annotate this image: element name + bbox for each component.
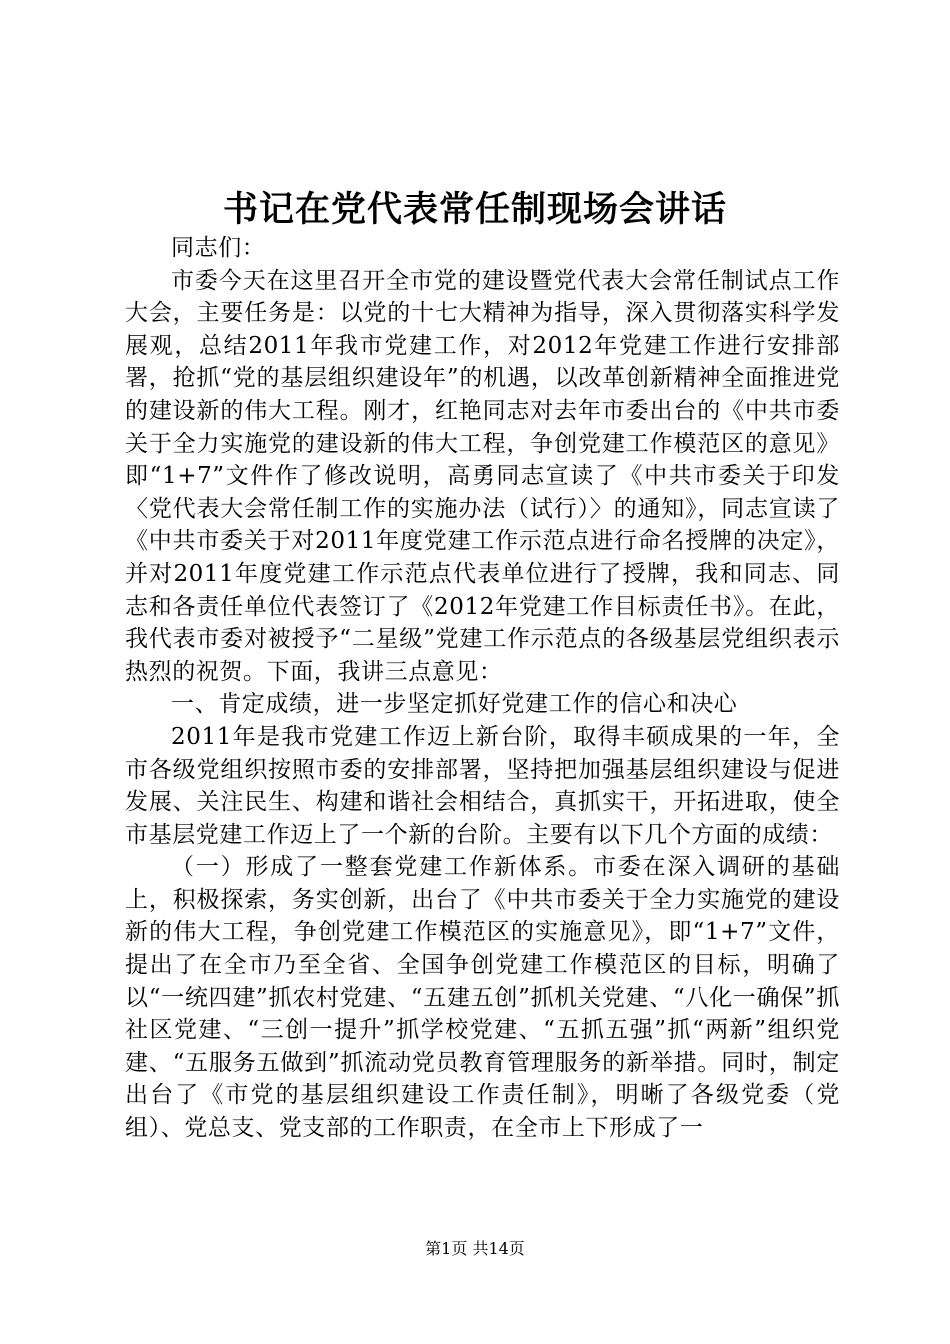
intro-paragraph: 市委今天在这里召开全市党的建设暨党代表大会常任制试点工作大会，主要任务是：以党的十七大精神为指导，深入贯彻落实科学发展观，总结2011年我市党建工作，对2012年党建工作进行安排部署，抢抓“党的基层组织建设年”的机遇，以改革创新精神全面推进党的建设新的伟大工程。刚才，红艳同志对去年市委出台的《中共市委关于全力实施党的建设新的伟大工程，争创党建工作模范区的意见》即“1+7”文件作了修改说明，高勇同志宣读了《中共市委关于印发〈党代表大会常任制工作的实施办法（试行）〉的通知》，同志宣读了《中共市委关于对2011年度党建工作示范点进行命名授牌的决定》，并对2011年度党建工作示范点代表单位进行了授牌，我和同志、同志和各责任单位代表签订了《2012年党建工作目标责任书》。在此，我代表市委对被授予“二星级”党建工作示范点的各级基层党组织表示热烈的祝贺。下面，我讲三点意见： xyxy=(125,267,840,685)
achievements-paragraph: 2011年是我市党建工作迈上新台阶，取得丰硕成果的一年，全市各级党组织按照市委的安排部署，坚持把加强基层组织建设与促进发展、关注民生、构建和谐社会相结合，真抓实干，开拓进取，使全市基层党建工作迈上了一个新的台阶。主要有以下几个方面的成绩： xyxy=(125,723,840,848)
document-body xyxy=(125,232,840,1145)
document-title: 书记在党代表常任制现场会讲话 xyxy=(222,189,727,230)
section-heading: 一、肯定成绩，进一步坚定抓好党建工作的信心和决心 xyxy=(171,691,738,718)
salutation-paragraph: 同志们： xyxy=(171,235,266,261)
page-number-footer: 第1页 共14页 xyxy=(425,1239,525,1258)
system-paragraph: （一）形成了一整套党建工作新体系。市委在深入调研的基础上，积极探索，务实创新，出台了《中共市委关于全力实施党的建设新的伟大工程，争创党建工作模范区的实施意见》，即“1+7”文件，提出了在全市乃至全省、全国争创党建工作模范区的目标，明确了以“一统四建”抓农村党建、“五建五创”抓机关党建、“八化一确保”抓社区党建、“三创一提升”抓学校党建、“五抓五强”抓“两新”组织党建、“五服务五做到”抓流动党员教育管理服务的新举措。同时，制定出台了《市党的基层组织建设工作责任制》，明晰了各级党委（党组）、党总支、党支部的工作职责，在全市上下形成了一 xyxy=(125,854,840,1142)
